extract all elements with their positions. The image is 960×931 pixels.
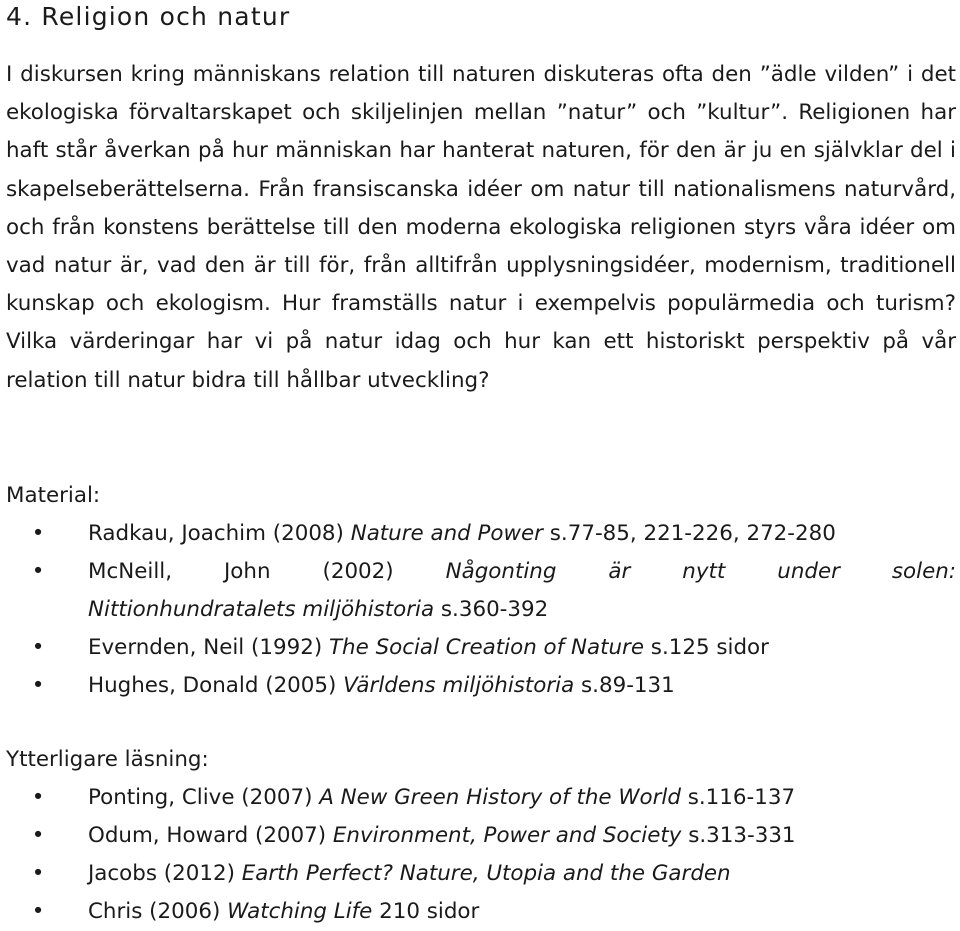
list-item (0, 893, 956, 931)
bullet-icon: • (31, 635, 45, 660)
ref-title: Environment, Power and Society (332, 823, 682, 848)
further-reading-list (0, 779, 956, 931)
further-reading-label: Ytterligare läsning: (6, 747, 209, 772)
bullet-icon: • (31, 559, 45, 584)
ref-pages: s.89-131 (574, 673, 675, 698)
ref-pages: s.116-137 (680, 785, 796, 810)
ref-author: Jacobs (2012) (88, 861, 242, 886)
list-item (0, 779, 956, 817)
ref-title: Nature and Power (350, 521, 543, 546)
bullet-icon: • (31, 785, 45, 810)
ref-author: Odum, Howard (2007) (88, 823, 333, 848)
bullet-icon: • (31, 673, 45, 698)
material-label: Material: (6, 483, 101, 508)
bullet-icon: • (31, 899, 45, 924)
ref-title: The Social Creation of Nature (328, 635, 644, 660)
list-item (0, 629, 956, 667)
ref-title: Watching Life (227, 899, 373, 924)
list-item (0, 553, 956, 629)
ref-title: Någonting är nytt under solen: (445, 559, 956, 584)
bullet-icon: • (31, 861, 45, 886)
ref-title: A New Green History of the World (319, 785, 681, 810)
ref-line-2 (88, 591, 956, 629)
list-item (0, 667, 956, 705)
ref-author: McNeill, John (2002) (88, 559, 446, 584)
list-item (0, 855, 956, 893)
list-item (0, 817, 956, 855)
ref-line-1 (88, 553, 956, 591)
ref-author: Radkau, Joachim (2008) (88, 521, 351, 546)
list-item (0, 515, 956, 553)
ref-pages: s.77-85, 221-226, 272-280 (542, 521, 836, 546)
ref-title: Världens miljöhistoria (343, 673, 575, 698)
section-heading: 4. Religion och natur (6, 2, 291, 31)
bullet-icon: • (31, 823, 45, 848)
ref-author: Ponting, Clive (2007) (88, 785, 320, 810)
material-list (0, 515, 956, 705)
ref-author: Chris (2006) (88, 899, 228, 924)
ref-pages: s.313-331 (681, 823, 796, 848)
ref-author: Evernden, Neil (1992) (88, 635, 329, 660)
bullet-icon: • (31, 521, 45, 546)
ref-pages: s.125 sidor (644, 635, 769, 660)
ref-author: Hughes, Donald (2005) (88, 673, 344, 698)
ref-title-continued: Nittionhundratalets miljöhistoria (88, 597, 435, 622)
ref-pages: s.360-392 (434, 597, 549, 622)
intro-paragraph: I diskursen kring människans relation till naturen diskuteras ofta den ”ädle vilden” i det ekologiska förvaltarskapet och skiljelinjen mellan ”natur” och ”kultur”. Religionen har haft står åverkan på hur människan har hanterat naturen, för den är ju en självklar del i skapelseberättelserna. Från fransiscanska idéer om natur till nationalismens naturvård, och från konstens berättelse till den moderna ekologiska religionen styrs våra idéer om vad natur är, vad den är till för, från alltifrån upplysningsidéer, modernism, traditionell kunskap och ekologism. Hur framställs natur i exempelvis populärmedia och turism? Vilka värderingar har vi på natur idag och hur kan ett historiskt perspektiv på vår relation till natur bidra till hållbar utveckling? (6, 62, 956, 393)
ref-title: Earth Perfect? Nature, Utopia and the Garden (241, 861, 731, 886)
ref-pages: 210 sidor (372, 899, 480, 924)
